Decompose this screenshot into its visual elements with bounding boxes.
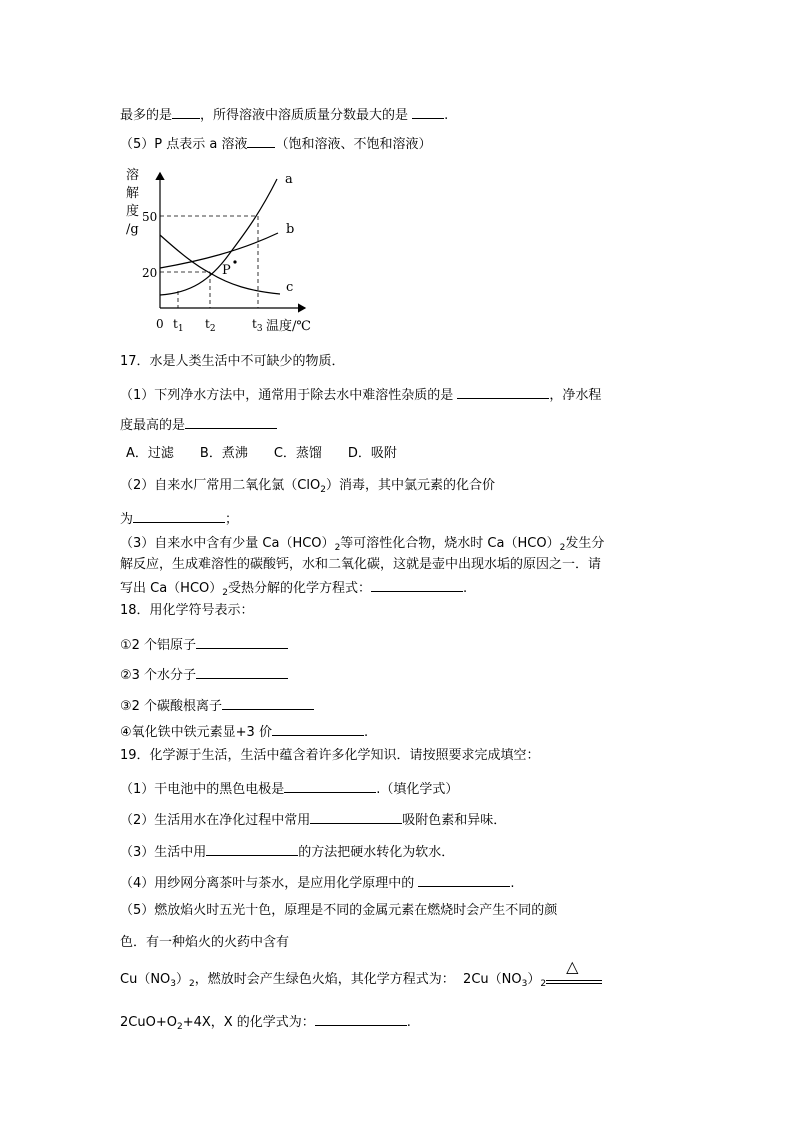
q17-p1-cont: 度最高的是 xyxy=(120,414,277,435)
solubility-chart xyxy=(120,163,320,335)
y-axis-label-char: /g xyxy=(126,222,139,237)
q19-equation-line2: $2CuO+O_2+4X$，X 的化学式为： . xyxy=(120,1011,411,1036)
answer-blank[interactable] xyxy=(284,778,376,793)
answer-blank[interactable] xyxy=(196,634,288,649)
q16-q5: （5）P 点表示 a 溶液 （饱和溶液、不饱和溶液） xyxy=(120,133,432,154)
answer-blank[interactable] xyxy=(412,104,444,119)
answer-blank[interactable] xyxy=(206,841,298,856)
answer-blank[interactable] xyxy=(418,872,510,887)
curve-label-a: a xyxy=(285,172,293,187)
answer-blank[interactable] xyxy=(196,664,288,679)
heat-triangle-icon: △ xyxy=(566,957,579,976)
answer-blank[interactable] xyxy=(310,809,402,824)
answer-blank[interactable] xyxy=(172,104,200,119)
x-tick-label: $t_3$ xyxy=(252,317,263,334)
x-tick-label: 0 xyxy=(156,317,164,331)
q19-item: （4）用纱网分离茶叶与茶水，是应用化学原理中的 . xyxy=(120,872,515,893)
q17-p3: （3）自来水中含有少量 $Ca(HCO)_2$等可溶性化合物，烧水时 $Ca(HCO)_2$发生分 xyxy=(120,536,605,553)
curve-label-c: c xyxy=(286,280,294,295)
q17-p3-cont: 解反应，生成难溶性的碳酸钙，水和二氧化碳，这就是壶中出现水垢的原因之一．请 xyxy=(120,557,602,572)
q18-item: ②3 个水分子 xyxy=(120,664,288,685)
answer-blank[interactable] xyxy=(222,695,314,710)
q19-equation-line: $Cu(NO_3)_2$，燃放时会产生绿色火焰，其化学方程式为： $2Cu(NO_3)_2$ △ xyxy=(120,971,602,993)
answer-blank[interactable] xyxy=(247,133,275,148)
q17-p1: （1）下列净水方法中，通常用于除去水中难溶性杂质的是 ，净水程 xyxy=(120,384,601,405)
y-tick-label: 20 xyxy=(142,266,158,280)
q19-title: 19．化学源于生活，生活中蕴含着许多化学知识．请按照要求完成填空： xyxy=(120,748,540,763)
q16-line-a: 最多的是 ，所得溶液中溶质质量分数最大的是 . xyxy=(120,104,448,125)
y-axis-label-char: 解 xyxy=(126,186,140,201)
q17-p2-cont: 为 ； xyxy=(120,508,238,529)
q18-item: ④氧化铁中铁元素显+3 价 . xyxy=(120,721,368,742)
y-axis-label-char: 度 xyxy=(126,204,140,219)
q19-item: （5）燃放焰火时五光十色，原理是不同的金属元素在燃烧时会产生不同的颜 xyxy=(120,903,558,918)
q17-p2: （2）自来水厂常用二氧化氯（ClO$_2$）消毒，其中氯元素的化合价 xyxy=(120,478,495,495)
answer-blank[interactable] xyxy=(133,508,225,523)
q18-item: ③2 个碳酸根离子 xyxy=(120,695,314,716)
q17-options: A．过滤 B．煮沸 C．蒸馏 D．吸附 xyxy=(126,446,397,461)
curve-label-b: b xyxy=(286,222,295,237)
answer-blank[interactable] xyxy=(272,721,364,736)
q19-item: （3）生活中用 的方法把硬水转化为软水． xyxy=(120,841,454,862)
heat-equals-sign xyxy=(546,957,602,989)
answer-blank[interactable] xyxy=(371,577,463,592)
answer-blank[interactable] xyxy=(185,414,277,429)
x-tick-label: $t_2$ xyxy=(205,317,216,334)
x-axis-label: 温度/℃ xyxy=(266,319,311,334)
y-axis-label-char: 溶 xyxy=(126,168,140,183)
answer-blank[interactable] xyxy=(315,1011,407,1026)
x-tick-label: $t_1$ xyxy=(173,317,184,334)
point-p-label: P xyxy=(222,263,231,278)
q18-item: ①2 个铝原子 xyxy=(120,634,288,655)
y-tick-label: 50 xyxy=(142,210,158,224)
q19-item-cont: 色．有一种焰火的火药中含有 xyxy=(120,935,290,950)
q17-p3-cont2: 写出 $Ca(HCO)_2$受热分解的化学方程式： . xyxy=(120,577,467,602)
q19-item: （1）干电池中的黑色电极是 .（填化学式） xyxy=(120,778,458,799)
point-p-dot xyxy=(233,260,236,263)
answer-blank[interactable] xyxy=(457,384,549,399)
q19-item: （2）生活用水在净化过程中常用 吸附色素和异味． xyxy=(120,809,506,830)
q17-title: 17．水是人类生活中不可缺少的物质． xyxy=(120,354,345,369)
q18-title: 18．用化学符号表示： xyxy=(120,603,254,618)
